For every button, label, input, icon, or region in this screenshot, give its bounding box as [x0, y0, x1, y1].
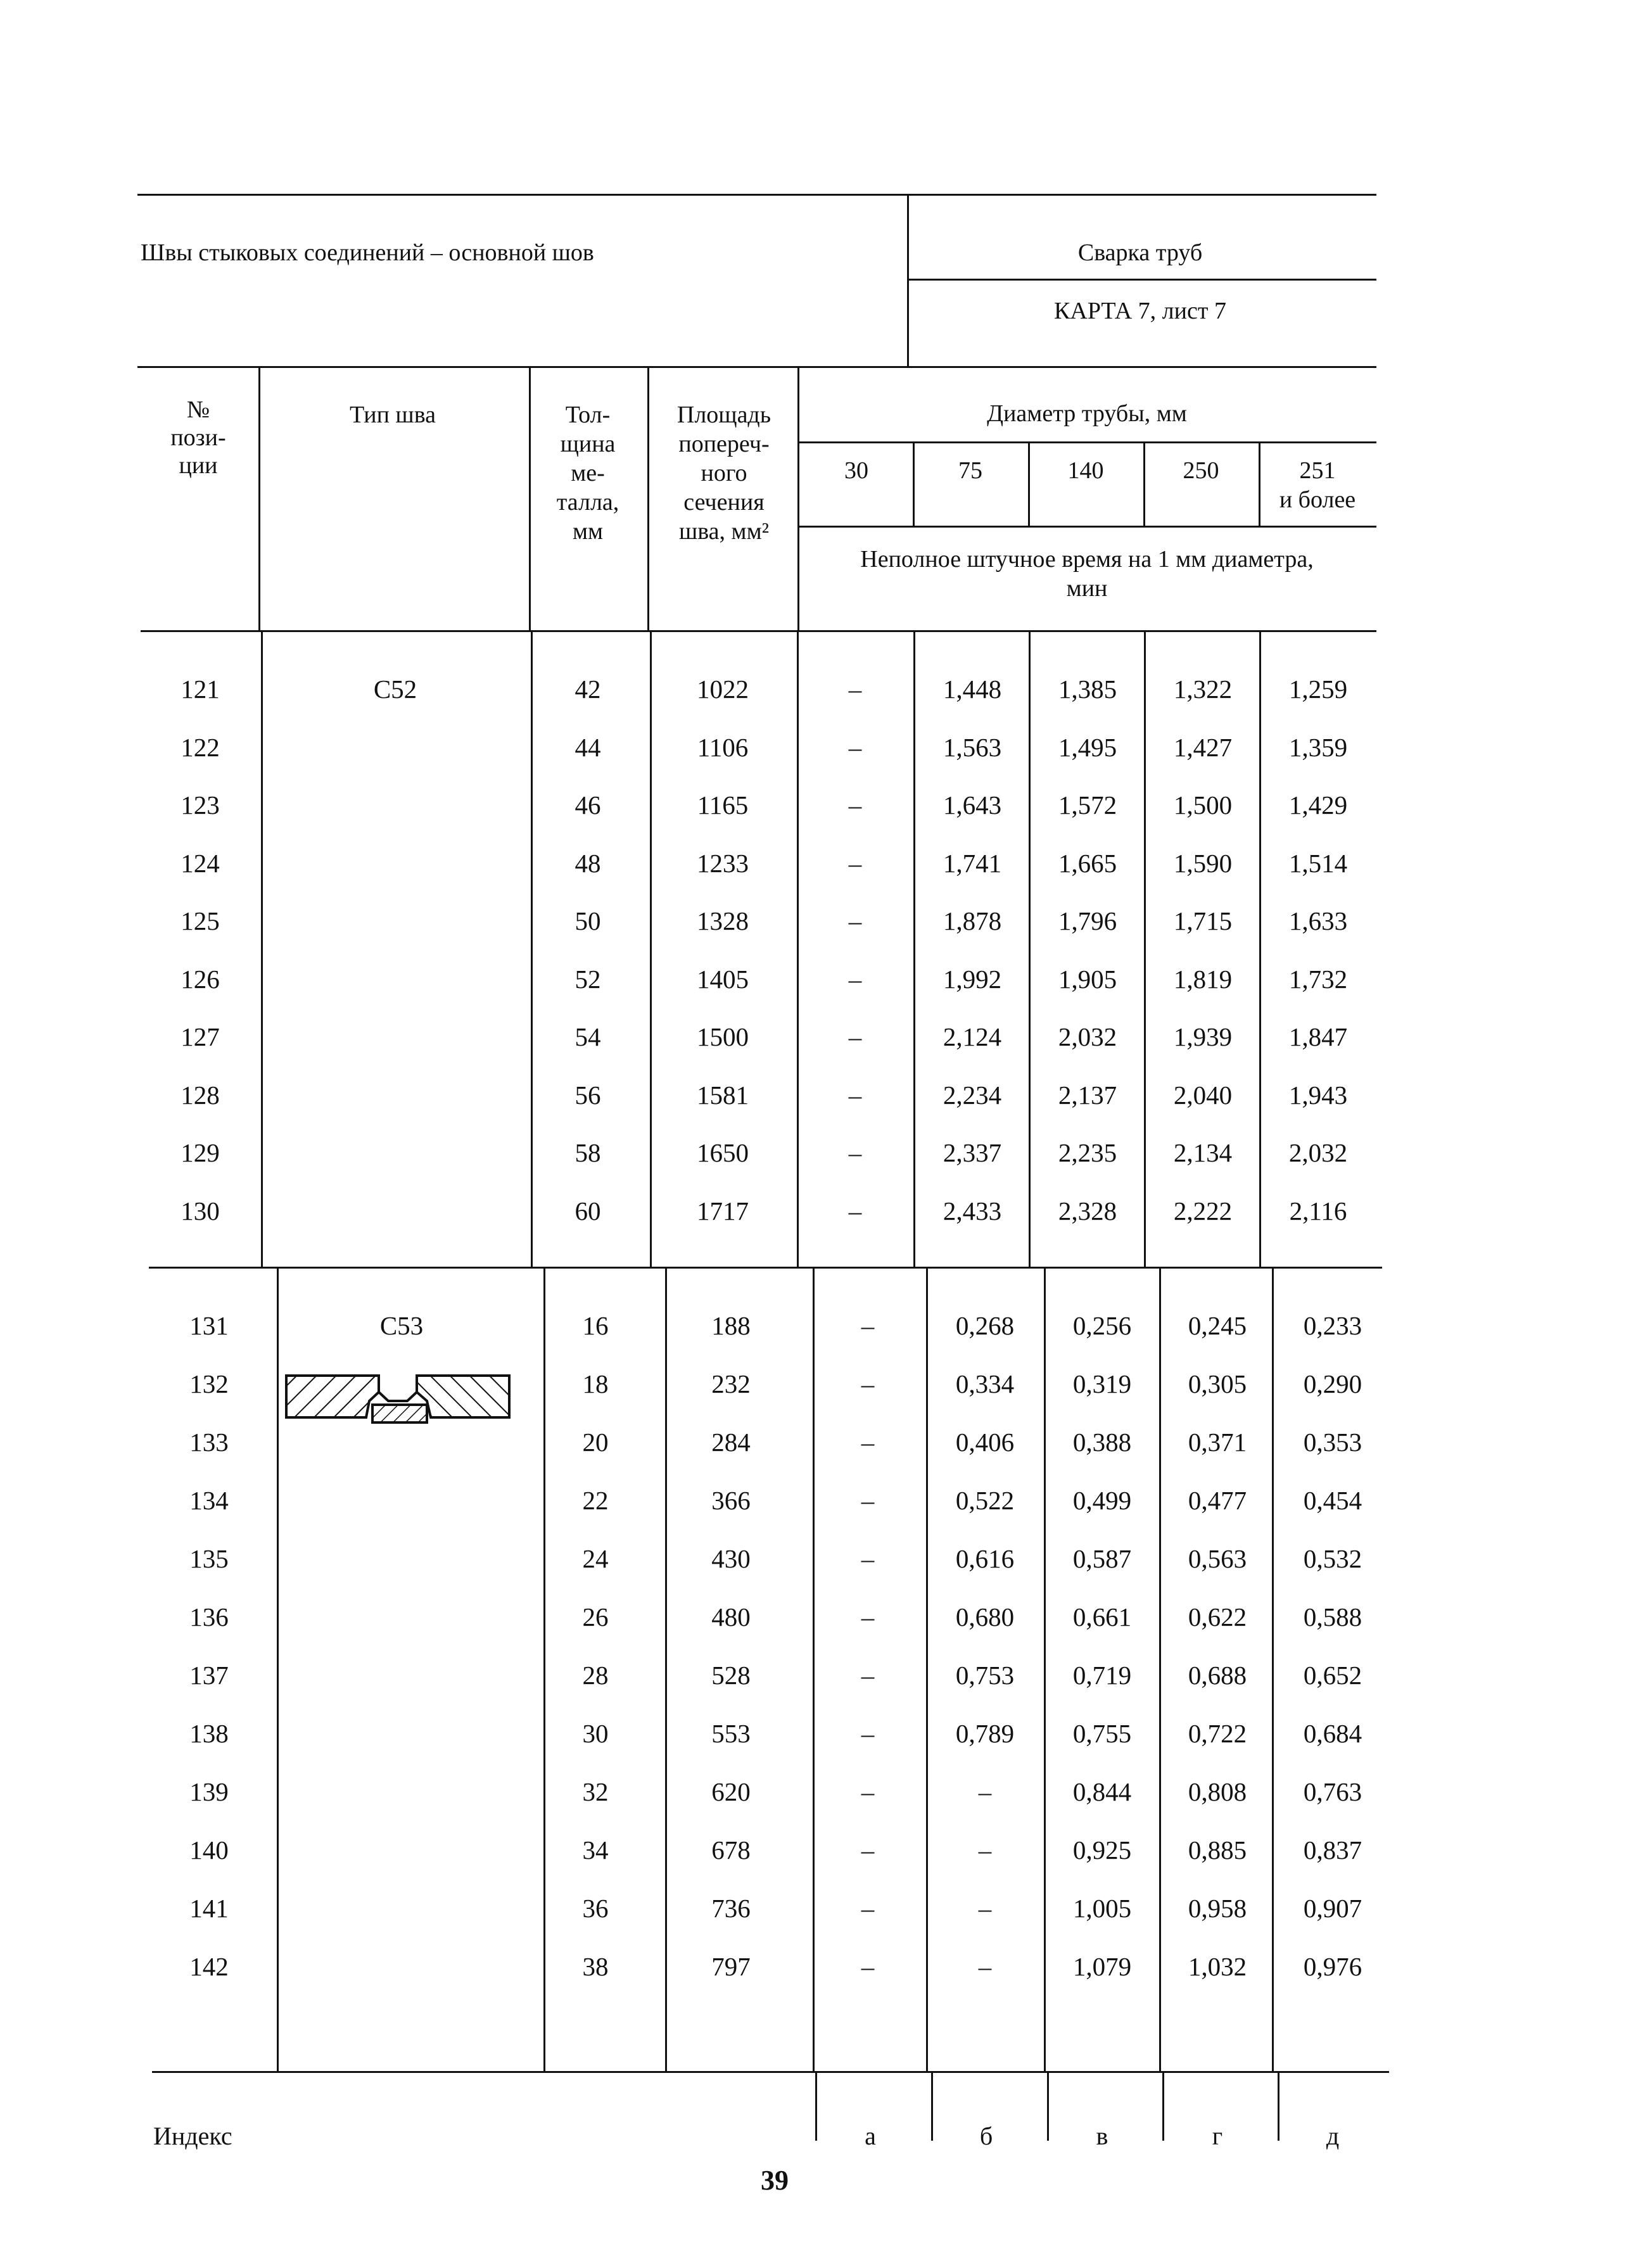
table-cell: 1717: [697, 1196, 749, 1226]
table-cell: 0,477: [1188, 1486, 1247, 1515]
table-cell: 2,235: [1058, 1138, 1117, 1167]
table-cell: –: [848, 1138, 862, 1167]
table-cell: 135: [189, 1544, 229, 1573]
table-cell: 1,878: [943, 906, 1002, 935]
table-cell: –: [848, 906, 862, 935]
table-cell: 284: [711, 1428, 751, 1457]
table-cell: –: [861, 1311, 875, 1340]
table-cell: 1405: [697, 964, 749, 994]
table-cell: 0,958: [1188, 1894, 1247, 1923]
table-cell: 1650: [697, 1138, 749, 1167]
table-cell: 28: [582, 1661, 609, 1690]
table-cell: 1500: [697, 1022, 749, 1051]
col-line-1: [258, 366, 260, 632]
footer-line-3: [1047, 2071, 1049, 2141]
table-cell: 0,233: [1303, 1311, 1362, 1340]
header-time: Неполное штучное время на 1 мм диаметра, мин: [860, 546, 1314, 602]
g2-line-7: [1159, 1267, 1161, 2071]
g1-line-4: [797, 630, 799, 1267]
table-cell: 620: [711, 1777, 751, 1806]
table-cell: 36: [582, 1894, 609, 1923]
table-cell: 0,688: [1188, 1661, 1247, 1690]
footer-line-5: [1278, 2071, 1279, 2141]
table-cell: 1,005: [1072, 1894, 1132, 1923]
table-cell: 2,234: [943, 1080, 1002, 1110]
table-cell: 1,322: [1173, 675, 1233, 704]
table-cell: 0,789: [955, 1719, 1015, 1748]
table-cell: 42: [575, 675, 601, 704]
table-cell: 0,388: [1072, 1428, 1132, 1457]
g2-line-4: [813, 1267, 815, 2071]
footer-line-4: [1162, 2071, 1164, 2141]
table-cell: 0,532: [1303, 1544, 1362, 1573]
table-cell: 58: [575, 1138, 601, 1167]
table-cell: 56: [575, 1080, 601, 1110]
table-cell: –: [861, 1486, 875, 1515]
g2-line-6: [1044, 1267, 1046, 2071]
table-cell: 1,943: [1288, 1080, 1348, 1110]
table-cell: 0,661: [1072, 1602, 1132, 1631]
table-cell: 0,588: [1303, 1602, 1362, 1631]
g1-line-3: [650, 630, 652, 1267]
table-cell: –: [848, 732, 862, 762]
table-cell: 1,732: [1288, 964, 1348, 994]
g1-line-2: [531, 630, 533, 1267]
table-cell: 0,334: [955, 1369, 1015, 1398]
table-cell: 22: [582, 1486, 609, 1515]
col-line-3: [647, 366, 649, 632]
table-cell: 366: [711, 1486, 751, 1515]
table-cell: 2,337: [943, 1138, 1002, 1167]
table-cell: 0,290: [1303, 1369, 1362, 1398]
table-cell: 1,259: [1288, 675, 1348, 704]
table-cell: –: [848, 1196, 862, 1226]
table-cell: –: [848, 848, 862, 878]
table-cell: 141: [189, 1894, 229, 1923]
g1-line-5: [913, 630, 915, 1267]
table-cell: –: [861, 1544, 875, 1573]
table-cell: 44: [575, 732, 601, 762]
table-cell: 0,622: [1188, 1602, 1247, 1631]
g1-line-1: [261, 630, 263, 1267]
table-cell: 1233: [697, 848, 749, 878]
table-cell: –: [861, 1835, 875, 1865]
table-cell: 26: [582, 1602, 609, 1631]
table-cell: 30: [582, 1719, 609, 1748]
table-cell: 131: [189, 1311, 229, 1340]
table-cell: 130: [181, 1196, 220, 1226]
table-cell: 0,305: [1188, 1369, 1247, 1398]
table-cell: 142: [189, 1952, 229, 1981]
table-cell: –: [861, 1894, 875, 1923]
table-cell: 0,268: [955, 1311, 1015, 1340]
table-cell: 0,454: [1303, 1486, 1362, 1515]
table-cell: 1,572: [1058, 790, 1117, 820]
table-cell: 1,992: [943, 964, 1002, 994]
index-v: в: [1096, 2122, 1108, 2150]
header-area: Площадь попереч- ного сечения шва, мм²: [676, 402, 771, 545]
table-cell: 0,406: [955, 1428, 1015, 1457]
table-cell: 1,385: [1058, 675, 1117, 704]
header-d251: 251 и более: [1279, 457, 1356, 513]
table-cell: 2,040: [1173, 1080, 1233, 1110]
col-line-4: [797, 366, 799, 632]
table-cell: –: [848, 675, 862, 704]
table-cell: –: [978, 1777, 992, 1806]
table-cell: 34: [582, 1835, 609, 1865]
footer-line-2: [931, 2071, 933, 2141]
header-bottom-rule: [141, 630, 1376, 632]
diam-line-2: [1028, 441, 1030, 526]
table-cell: 2,328: [1058, 1196, 1117, 1226]
page-number: 39: [761, 2165, 789, 2196]
time-rule: [797, 526, 1376, 528]
table-cell: 0,680: [955, 1602, 1015, 1631]
table-cell: 2,222: [1173, 1196, 1233, 1226]
table-cell: 0,563: [1188, 1544, 1247, 1573]
table-cell: 0,907: [1303, 1894, 1362, 1923]
table-cell: 139: [189, 1777, 229, 1806]
diameter-rule: [797, 441, 1376, 443]
title-right-bottom: КАРТА 7, лист 7: [1054, 298, 1226, 324]
table-cell: 134: [189, 1486, 229, 1515]
g2-line-3: [665, 1267, 667, 2071]
group2-type: С53: [379, 1311, 424, 1340]
title-right-top: Сварка труб: [1077, 239, 1203, 266]
table-cell: 1022: [697, 675, 749, 704]
table-cell: 1,448: [943, 675, 1002, 704]
table-cell: 1,359: [1288, 732, 1348, 762]
table-cell: 0,499: [1072, 1486, 1132, 1515]
table-cell: 46: [575, 790, 601, 820]
table-cell: 1,715: [1173, 906, 1233, 935]
table-cell: 16: [582, 1311, 609, 1340]
table-cell: 1581: [697, 1080, 749, 1110]
table-cell: 126: [181, 964, 220, 994]
diam-line-3: [1143, 441, 1145, 526]
table-cell: 678: [711, 1835, 751, 1865]
table-cell: 2,137: [1058, 1080, 1117, 1110]
table-cell: 2,116: [1289, 1196, 1347, 1226]
top-rule: [137, 194, 1376, 196]
table-cell: 0,763: [1303, 1777, 1362, 1806]
table-cell: 132: [189, 1369, 229, 1398]
table-cell: –: [861, 1602, 875, 1631]
index-a: а: [865, 2122, 876, 2150]
table-cell: 1,032: [1188, 1952, 1247, 1981]
table-cell: 2,124: [943, 1022, 1002, 1051]
table-cell: 0,808: [1188, 1777, 1247, 1806]
table-cell: 553: [711, 1719, 751, 1748]
title-right-rule: [907, 279, 1376, 281]
table-cell: –: [848, 1080, 862, 1110]
table-cell: 20: [582, 1428, 609, 1457]
g1-line-6: [1029, 630, 1031, 1267]
table-cell: 136: [189, 1602, 229, 1631]
index-label: Индекс: [153, 2122, 232, 2150]
g1-line-8: [1259, 630, 1261, 1267]
table-cell: 52: [575, 964, 601, 994]
g2-line-2: [543, 1267, 545, 2071]
table-cell: 60: [575, 1196, 601, 1226]
table-cell: 1,079: [1072, 1952, 1132, 1981]
table-cell: 137: [189, 1661, 229, 1690]
table-cell: 0,925: [1072, 1835, 1132, 1865]
table-cell: 1106: [697, 732, 749, 762]
table-cell: 1328: [697, 906, 749, 935]
table-cell: 1165: [697, 790, 749, 820]
table-cell: 1,643: [943, 790, 1002, 820]
table-cell: –: [861, 1952, 875, 1981]
table-cell: 0,755: [1072, 1719, 1132, 1748]
table-cell: –: [861, 1369, 875, 1398]
table-cell: –: [978, 1894, 992, 1923]
table-cell: 138: [189, 1719, 229, 1748]
header-pos: № пози- ции: [170, 396, 226, 479]
table-cell: 0,256: [1072, 1311, 1132, 1340]
table-cell: 1,495: [1058, 732, 1117, 762]
table-cell: 24: [582, 1544, 609, 1573]
table-cell: 528: [711, 1661, 751, 1690]
table-cell: 1,563: [943, 732, 1002, 762]
diam-line-1: [913, 441, 915, 526]
g1-line-7: [1144, 630, 1146, 1267]
table-cell: –: [848, 964, 862, 994]
table-cell: 430: [711, 1544, 751, 1573]
table-cell: –: [848, 790, 862, 820]
table-cell: 0,885: [1188, 1835, 1247, 1865]
g2-line-8: [1272, 1267, 1274, 2071]
weld-section-icon: [284, 1368, 513, 1431]
title-left: Швы стыковых соединений – основной шов: [141, 239, 594, 266]
table-cell: 1,429: [1288, 790, 1348, 820]
header-d250: 250: [1183, 457, 1219, 484]
table-cell: 1,847: [1288, 1022, 1348, 1051]
table-cell: 480: [711, 1602, 751, 1631]
table-cell: 127: [181, 1022, 220, 1051]
header-d30: 30: [844, 457, 868, 484]
table-cell: 123: [181, 790, 220, 820]
table-cell: 0,837: [1303, 1835, 1362, 1865]
table-cell: 122: [181, 732, 220, 762]
table-cell: 0,652: [1303, 1661, 1362, 1690]
group1-type: С52: [373, 675, 417, 704]
header-top-rule: [137, 366, 1376, 368]
table-cell: 2,433: [943, 1196, 1002, 1226]
table-cell: 1,796: [1058, 906, 1117, 935]
table-cell: 232: [711, 1369, 751, 1398]
table-cell: 1,665: [1058, 848, 1117, 878]
table-cell: 1,514: [1288, 848, 1348, 878]
table-cell: 0,371: [1188, 1428, 1247, 1457]
table-cell: 2,134: [1173, 1138, 1233, 1167]
table-cell: 0,353: [1303, 1428, 1362, 1457]
footer-line-1: [815, 2071, 817, 2141]
table-cell: –: [861, 1777, 875, 1806]
table-cell: 0,719: [1072, 1661, 1132, 1690]
g2-line-1: [277, 1267, 279, 2071]
header-diameter: Диаметр трубы, мм: [987, 400, 1187, 427]
table-cell: 0,319: [1072, 1369, 1132, 1398]
table-cell: 188: [711, 1311, 751, 1340]
table-cell: 124: [181, 848, 220, 878]
header-type: Тип шва: [349, 402, 436, 428]
table-cell: 1,633: [1288, 906, 1348, 935]
table-cell: 0,722: [1188, 1719, 1247, 1748]
diam-line-4: [1259, 441, 1260, 526]
table-cell: 1,741: [943, 848, 1002, 878]
table-cell: –: [848, 1022, 862, 1051]
table-cell: 0,522: [955, 1486, 1015, 1515]
table-cell: 0,753: [955, 1661, 1015, 1690]
table-cell: 1,500: [1173, 790, 1233, 820]
table-cell: 125: [181, 906, 220, 935]
table-cell: 1,819: [1173, 964, 1233, 994]
table-cell: 129: [181, 1138, 220, 1167]
table-cell: 0,976: [1303, 1952, 1362, 1981]
table-cell: 38: [582, 1952, 609, 1981]
table-cell: 128: [181, 1080, 220, 1110]
table-cell: 32: [582, 1777, 609, 1806]
table-cell: 48: [575, 848, 601, 878]
table-cell: 0,245: [1188, 1311, 1247, 1340]
table-cell: 1,939: [1173, 1022, 1233, 1051]
table-cell: –: [978, 1835, 992, 1865]
header-d75: 75: [958, 457, 982, 484]
table-cell: –: [861, 1661, 875, 1690]
index-d: д: [1326, 2122, 1340, 2150]
table-cell: 2,032: [1058, 1022, 1117, 1051]
table-cell: 1,905: [1058, 964, 1117, 994]
table-cell: 0,684: [1303, 1719, 1362, 1748]
table-cell: 133: [189, 1428, 229, 1457]
index-b: б: [979, 2122, 993, 2150]
table-cell: –: [861, 1719, 875, 1748]
table-cell: 50: [575, 906, 601, 935]
table-cell: –: [861, 1428, 875, 1457]
g2-line-5: [926, 1267, 928, 2071]
table-cell: 54: [575, 1022, 601, 1051]
table-cell: 0,587: [1072, 1544, 1132, 1573]
group-separator: [149, 1267, 1382, 1269]
table-cell: 18: [582, 1369, 609, 1398]
footer-rule: [152, 2071, 1389, 2073]
table-cell: 1,427: [1173, 732, 1233, 762]
table-cell: 0,616: [955, 1544, 1015, 1573]
table-cell: 736: [711, 1894, 751, 1923]
table-cell: 0,844: [1072, 1777, 1132, 1806]
table-cell: 1,590: [1173, 848, 1233, 878]
table-cell: 121: [181, 675, 220, 704]
col-line-2: [529, 366, 531, 632]
table-cell: 797: [711, 1952, 751, 1981]
table-cell: 2,032: [1288, 1138, 1348, 1167]
table-cell: 140: [189, 1835, 229, 1865]
header-thickness: Тол- щина ме- талла, мм: [556, 402, 619, 545]
index-g: г: [1212, 2122, 1223, 2150]
header-d140: 140: [1067, 457, 1104, 484]
table-cell: –: [978, 1952, 992, 1981]
